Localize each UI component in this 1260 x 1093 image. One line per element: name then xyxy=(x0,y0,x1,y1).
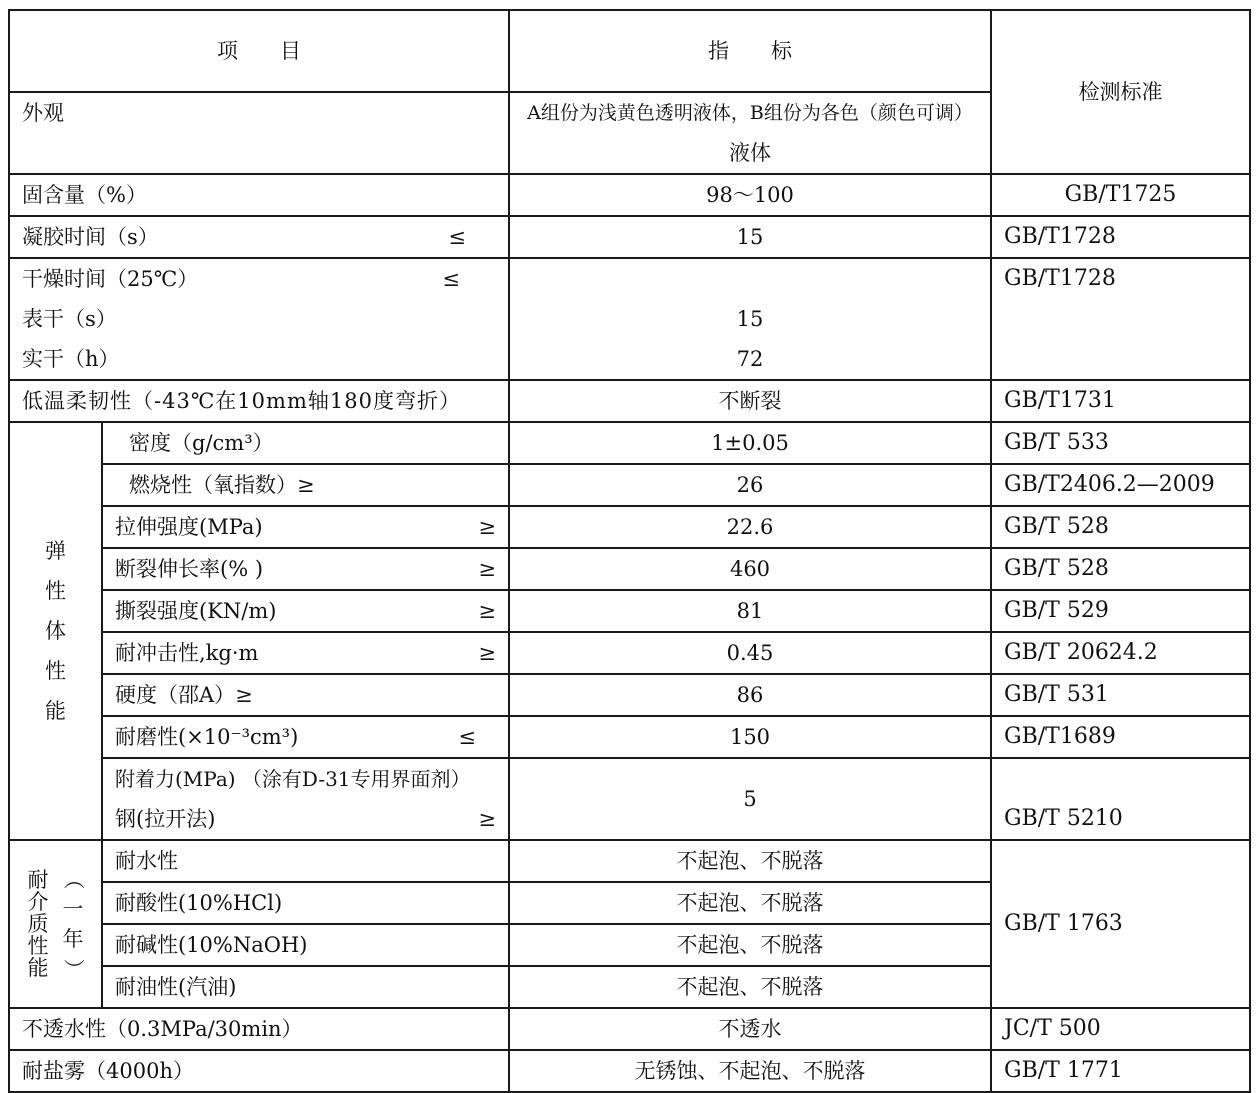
lowtemp-row xyxy=(9,380,1250,422)
media-char: 质 xyxy=(27,912,49,936)
elastomer-value: 460 xyxy=(509,548,991,590)
dry-hard-value: 72 xyxy=(736,347,764,371)
impermeable-standard: JC/T 500 xyxy=(991,1008,1250,1050)
solid-label: 固含量（%） xyxy=(9,174,509,216)
elastomer-label: 耐冲击性,kg·m xyxy=(115,641,259,665)
adhesion-label-cell xyxy=(102,758,509,840)
media-period-char: ） xyxy=(61,958,85,980)
media-period-col xyxy=(63,864,84,984)
elastomer-cmp: ≥ xyxy=(478,641,496,665)
media-standard: GB/T 1763 xyxy=(991,840,1250,1008)
elastomer-row-tensile xyxy=(9,506,1250,548)
elastomer-row-hardness xyxy=(9,674,1250,716)
media-char: 能 xyxy=(27,956,49,980)
elastomer-label: 耐磨性(×10⁻³cm³) xyxy=(115,725,299,749)
impermeable-row xyxy=(9,1008,1250,1050)
lowtemp-value: 不断裂 xyxy=(509,380,991,422)
appearance-value-line2: 液体 xyxy=(729,141,771,165)
elastomer-cmp: ≥ xyxy=(478,557,496,581)
elastomer-label: 拉伸强度(MPa) xyxy=(115,515,263,539)
media-group-label xyxy=(9,840,102,1008)
elastomer-value: 0.45 xyxy=(509,632,991,674)
dry-surface-value: 15 xyxy=(736,307,764,331)
elastomer-label-cell xyxy=(102,632,509,674)
solid-row xyxy=(9,174,1250,216)
dry-row xyxy=(9,258,1250,380)
elastomer-row-density xyxy=(9,422,1250,464)
elastomer-standard: GB/T 529 xyxy=(991,590,1250,632)
elastomer-value: 22.6 xyxy=(509,506,991,548)
elastomer-standard: GB/T 531 xyxy=(991,674,1250,716)
elastomer-char: 性 xyxy=(45,579,66,603)
header-index: 指 标 xyxy=(509,10,991,92)
dry-cmp: ≤ xyxy=(442,267,460,291)
elastomer-value: 86 xyxy=(509,674,991,716)
elastomer-label: 硬度（邵A）≥ xyxy=(102,674,509,716)
elastomer-row-tear xyxy=(9,590,1250,632)
media-char: 介 xyxy=(27,890,49,914)
dry-blank xyxy=(522,259,978,299)
media-group-inner xyxy=(10,864,101,984)
media-period-char: 年 xyxy=(62,927,84,951)
elastomer-char: 能 xyxy=(45,699,66,723)
gel-cmp: ≤ xyxy=(448,225,466,249)
elastomer-standard: GB/T2406.2—2009 xyxy=(991,464,1250,506)
elastomer-label: 撕裂强度(KN/m) xyxy=(115,599,277,623)
dry-standard: GB/T1728 xyxy=(991,258,1250,380)
media-value: 不起泡、不脱落 xyxy=(509,840,991,882)
appearance-value xyxy=(509,92,991,174)
elastomer-label: 燃烧性（氧指数）≥ xyxy=(102,464,509,506)
dry-hard-label: 实干（h） xyxy=(22,347,120,371)
elastomer-cmp: ≤ xyxy=(458,725,476,749)
elastomer-row-abrasion xyxy=(9,716,1250,758)
appearance-value-line1: A组份为浅黄色透明液体，B组份为各色（颜色可调） xyxy=(527,102,973,124)
header-standard: 检测标准 xyxy=(991,10,1250,174)
elastomer-value: 150 xyxy=(509,716,991,758)
impermeable-value: 不透水 xyxy=(509,1008,991,1050)
elastomer-value: 26 xyxy=(509,464,991,506)
elastomer-char: 弹 xyxy=(45,539,66,563)
solid-value: 98～100 xyxy=(509,174,991,216)
header-row xyxy=(9,10,1250,92)
spec-table xyxy=(8,9,1251,1093)
dry-value-cell xyxy=(509,258,991,380)
adhesion-value: 5 xyxy=(509,758,991,840)
elastomer-label-cell xyxy=(102,590,509,632)
media-value: 不起泡、不脱落 xyxy=(509,924,991,966)
elastomer-char: 体 xyxy=(45,619,66,643)
elastomer-label: 断裂伸长率(% ) xyxy=(115,557,264,581)
elastomer-standard: GB/T1689 xyxy=(991,716,1250,758)
saltspray-value: 无锈蚀、不起泡、不脱落 xyxy=(509,1050,991,1092)
elastomer-cmp: ≥ xyxy=(478,599,496,623)
media-label: 耐酸性(10%HCl) xyxy=(102,882,509,924)
dry-surface-label: 表干（s） xyxy=(22,307,117,331)
gel-value: 15 xyxy=(509,216,991,258)
elastomer-row-impact xyxy=(9,632,1250,674)
media-char: 性 xyxy=(27,934,49,958)
elastomer-row-elongation xyxy=(9,548,1250,590)
elastomer-row-oxygen-index xyxy=(9,464,1250,506)
adhesion-cmp: ≥ xyxy=(478,807,496,831)
appearance-label: 外观 xyxy=(9,92,509,174)
gel-row xyxy=(9,216,1250,258)
elastomer-standard: GB/T 528 xyxy=(991,506,1250,548)
elastomer-standard: GB/T 533 xyxy=(991,422,1250,464)
media-group-col xyxy=(28,869,49,979)
elastomer-standard: GB/T 20624.2 xyxy=(991,632,1250,674)
media-value: 不起泡、不脱落 xyxy=(509,882,991,924)
adhesion-standard: GB/T 5210 xyxy=(991,758,1250,840)
elastomer-cmp: ≥ xyxy=(478,515,496,539)
elastomer-value: 81 xyxy=(509,590,991,632)
media-label: 耐碱性(10%NaOH) xyxy=(102,924,509,966)
impermeable-label: 不透水性（0.3MPa/30min） xyxy=(9,1008,509,1050)
dry-label: 干燥时间（25℃） xyxy=(22,267,199,291)
gel-label-cell xyxy=(9,216,509,258)
media-label: 耐油性(汽油) xyxy=(102,966,509,1008)
elastomer-label-cell xyxy=(102,716,509,758)
elastomer-char: 性 xyxy=(45,659,66,683)
media-row-water xyxy=(9,840,1250,882)
header-item: 项 目 xyxy=(9,10,509,92)
elastomer-standard: GB/T 528 xyxy=(991,548,1250,590)
media-period-char: （ xyxy=(61,868,85,890)
media-period-char: 一 xyxy=(62,897,84,921)
adhesion-label-line2: 钢(拉开法) xyxy=(115,807,216,831)
lowtemp-standard: GB/T1731 xyxy=(991,380,1250,422)
media-label: 耐水性 xyxy=(102,840,509,882)
dry-label-line xyxy=(22,259,496,299)
spec-table-wrapper xyxy=(8,9,1251,1093)
elastomer-label-cell xyxy=(102,506,509,548)
lowtemp-label: 低温柔韧性（-43℃在10mm轴180度弯折） xyxy=(9,380,509,422)
gel-label: 凝胶时间（s） xyxy=(22,225,159,249)
saltspray-standard: GB/T 1771 xyxy=(991,1050,1250,1092)
elastomer-row-adhesion xyxy=(9,758,1250,840)
saltspray-label: 耐盐雾（4000h） xyxy=(9,1050,509,1092)
saltspray-row xyxy=(9,1050,1250,1092)
adhesion-label-line2-wrap xyxy=(115,799,496,839)
adhesion-label-line1: 附着力(MPa) （涂有D-31专用界面剂） xyxy=(115,767,471,791)
media-char: 耐 xyxy=(27,868,49,892)
solid-standard: GB/T1725 xyxy=(991,174,1250,216)
elastomer-label-cell xyxy=(102,548,509,590)
dry-label-cell xyxy=(9,258,509,380)
gel-standard: GB/T1728 xyxy=(991,216,1250,258)
elastomer-value: 1±0.05 xyxy=(509,422,991,464)
elastomer-group-label xyxy=(9,422,102,840)
media-value: 不起泡、不脱落 xyxy=(509,966,991,1008)
elastomer-label: 密度（g/cm³） xyxy=(102,422,509,464)
